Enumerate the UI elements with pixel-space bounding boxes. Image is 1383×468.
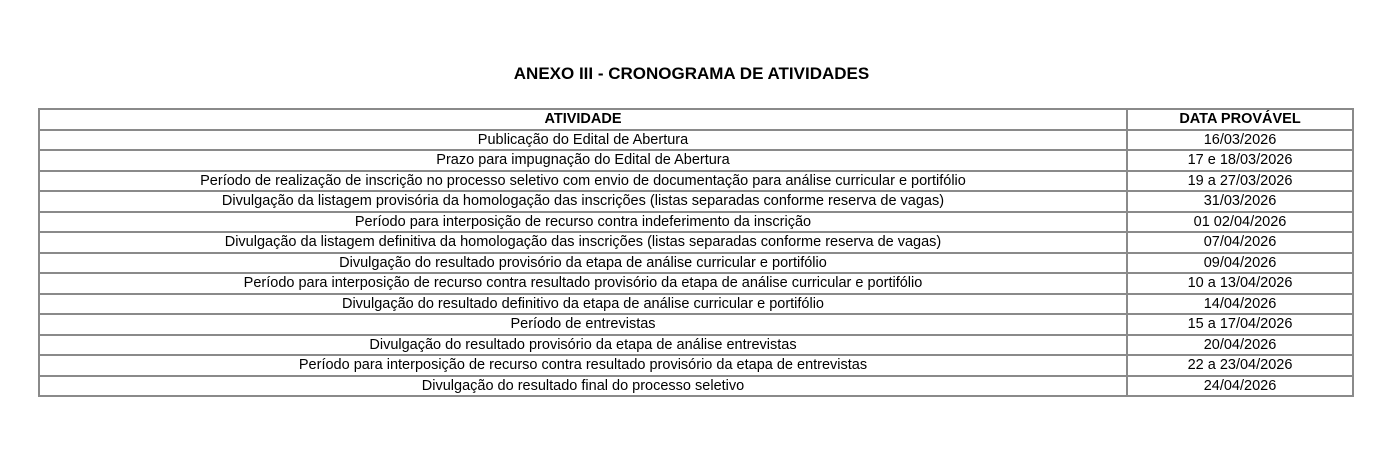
table-row bbox=[39, 294, 1353, 315]
table-row bbox=[39, 232, 1353, 253]
date-cell: 22 a 23/04/2026 bbox=[1127, 355, 1353, 376]
date-cell: 15 a 17/04/2026 bbox=[1127, 314, 1353, 335]
date-cell: 09/04/2026 bbox=[1127, 253, 1353, 274]
table-row bbox=[39, 212, 1353, 233]
table-row bbox=[39, 253, 1353, 274]
activity-cell: Divulgação do resultado provisório da etapa de análise entrevistas bbox=[39, 335, 1127, 356]
table-header-row bbox=[39, 109, 1353, 130]
date-cell: 24/04/2026 bbox=[1127, 376, 1353, 397]
activity-cell: Período de realização de inscrição no processo seletivo com envio de documentação para análise curricular e portifólio bbox=[39, 171, 1127, 192]
schedule-table bbox=[38, 108, 1354, 397]
activity-cell: Período de entrevistas bbox=[39, 314, 1127, 335]
table-row bbox=[39, 273, 1353, 294]
date-cell: 20/04/2026 bbox=[1127, 335, 1353, 356]
table-row bbox=[39, 150, 1353, 171]
table-row bbox=[39, 130, 1353, 151]
table-row bbox=[39, 376, 1353, 397]
date-cell: 19 a 27/03/2026 bbox=[1127, 171, 1353, 192]
activity-cell: Prazo para impugnação do Edital de Abertura bbox=[39, 150, 1127, 171]
page-title: ANEXO III - CRONOGRAMA DE ATIVIDADES bbox=[513, 64, 870, 83]
table-row bbox=[39, 335, 1353, 356]
date-cell: 01 02/04/2026 bbox=[1127, 212, 1353, 233]
activity-cell: Divulgação do resultado definitivo da etapa de análise curricular e portifólio bbox=[39, 294, 1127, 315]
table-row bbox=[39, 171, 1353, 192]
activity-cell: Período para interposição de recurso contra indeferimento da inscrição bbox=[39, 212, 1127, 233]
date-cell: 07/04/2026 bbox=[1127, 232, 1353, 253]
date-cell: 31/03/2026 bbox=[1127, 191, 1353, 212]
date-cell: 17 e 18/03/2026 bbox=[1127, 150, 1353, 171]
header-date: DATA PROVÁVEL bbox=[1127, 109, 1353, 130]
activity-cell: Divulgação do resultado final do processo seletivo bbox=[39, 376, 1127, 397]
activity-cell: Divulgação da listagem definitiva da homologação das inscrições (listas separadas conforme reserva de vagas) bbox=[39, 232, 1127, 253]
table-row bbox=[39, 191, 1353, 212]
activity-cell: Divulgação do resultado provisório da etapa de análise curricular e portifólio bbox=[39, 253, 1127, 274]
header-activity: ATIVIDADE bbox=[39, 109, 1127, 130]
activity-cell: Publicação do Edital de Abertura bbox=[39, 130, 1127, 151]
date-cell: 16/03/2026 bbox=[1127, 130, 1353, 151]
date-cell: 10 a 13/04/2026 bbox=[1127, 273, 1353, 294]
activity-cell: Divulgação da listagem provisória da homologação das inscrições (listas separadas conforme reserva de vagas) bbox=[39, 191, 1127, 212]
activity-cell: Período para interposição de recurso contra resultado provisório da etapa de entrevistas bbox=[39, 355, 1127, 376]
table-row bbox=[39, 314, 1353, 335]
date-cell: 14/04/2026 bbox=[1127, 294, 1353, 315]
table-row bbox=[39, 355, 1353, 376]
activity-cell: Período para interposição de recurso contra resultado provisório da etapa de análise curricular e portifólio bbox=[39, 273, 1127, 294]
